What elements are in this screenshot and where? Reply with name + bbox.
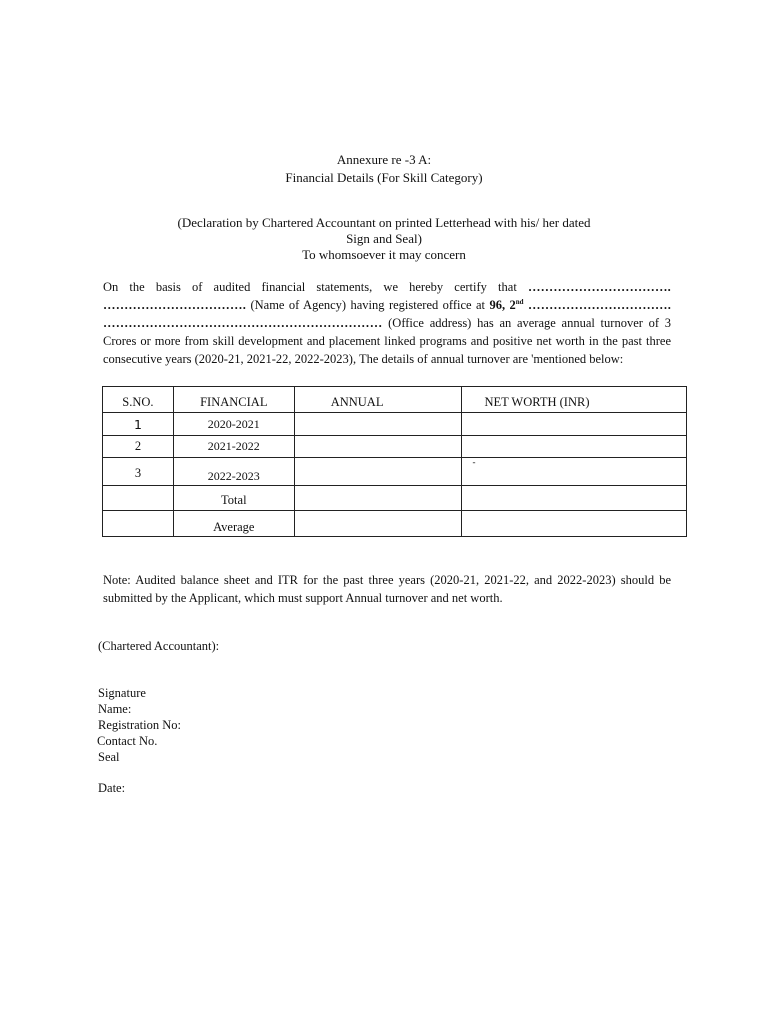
address-blank-1: ……………………………. xyxy=(528,298,672,312)
table-row xyxy=(103,413,687,436)
cell-year: 2021-2022 xyxy=(173,436,294,458)
ca-label: (Chartered Accountant): xyxy=(98,639,220,653)
address-blank-2: ………………………………………………………… xyxy=(103,316,383,330)
cell-net-worth xyxy=(462,413,687,436)
header-sno: S.NO. xyxy=(103,387,174,413)
document-title: Financial Details (For Skill Category) xyxy=(285,170,483,185)
seal-label: Seal xyxy=(98,750,120,764)
table-header-row xyxy=(103,387,687,413)
declaration-line-1: (Declaration by Chartered Accountant on printed Letterhead with his/ her dated xyxy=(177,215,591,230)
cell-total-label: Total xyxy=(173,486,294,511)
cell-average-label: Average xyxy=(173,511,294,537)
cell-sno xyxy=(103,486,174,511)
table-row-total xyxy=(103,486,687,511)
paragraph-intro: On the basis of audited financial statements, we hereby certify that xyxy=(103,280,517,294)
header-financial: FINANCIAL xyxy=(173,387,294,413)
name-label: Name: xyxy=(98,702,132,716)
cell-year: 2020-2021 xyxy=(173,413,294,436)
header-annual: ANNUAL xyxy=(294,387,462,413)
date-label: Date: xyxy=(98,781,126,795)
table-row xyxy=(103,436,687,458)
cell-annual xyxy=(294,486,462,511)
financial-table xyxy=(102,386,687,537)
header-net-worth: NET WORTH (INR) xyxy=(462,387,687,413)
cell-year: 2022-2023 xyxy=(173,458,294,486)
cell-annual xyxy=(294,436,462,458)
cell-net-worth: - xyxy=(462,458,687,486)
agency-blank-1: ……………………………. xyxy=(527,280,671,294)
agency-text: (Name of Agency) having registered office at xyxy=(250,298,486,312)
cell-sno xyxy=(103,511,174,537)
declaration-line-2: Sign and Seal) xyxy=(346,231,422,246)
cell-sno: 3 xyxy=(103,458,174,486)
cell-net-worth xyxy=(462,511,687,537)
registration-label: Registration No: xyxy=(98,718,181,732)
certificate-paragraph xyxy=(103,278,671,368)
agency-blank-2: ……………………………. xyxy=(103,298,247,312)
salutation: To whomsoever it may concern xyxy=(302,247,466,262)
contact-label: Contact No. xyxy=(97,734,158,748)
cell-annual xyxy=(294,511,462,537)
cell-net-worth xyxy=(462,486,687,511)
cell-sno: 1 xyxy=(103,413,174,436)
annexure-label: Annexure re -3 A: xyxy=(336,152,432,167)
note-paragraph: Note: Audited balance sheet and ITR for the past three years (2020-21, 2021-22, and 2022-2023) should be submitted by the Applicant, which must support Annual turnover and net worth. xyxy=(103,573,671,605)
cell-sno: 2 xyxy=(103,436,174,458)
signature-label: Signature xyxy=(98,686,146,700)
cell-annual xyxy=(294,413,462,436)
table-row-average xyxy=(103,511,687,537)
cell-net-worth xyxy=(462,436,687,458)
table-row xyxy=(103,458,687,486)
paragraph-end: (Office address) has an average annual turnover of 3 Crores or more from skill development and placement linked programs and positive net worth in the past three consecutive years (2020-21, 2021-22, 2022-2023), The details of annual turnover are 'mentioned below: xyxy=(103,316,671,366)
cell-annual xyxy=(294,458,462,486)
address-prefix: 96, 2nd xyxy=(489,297,524,312)
